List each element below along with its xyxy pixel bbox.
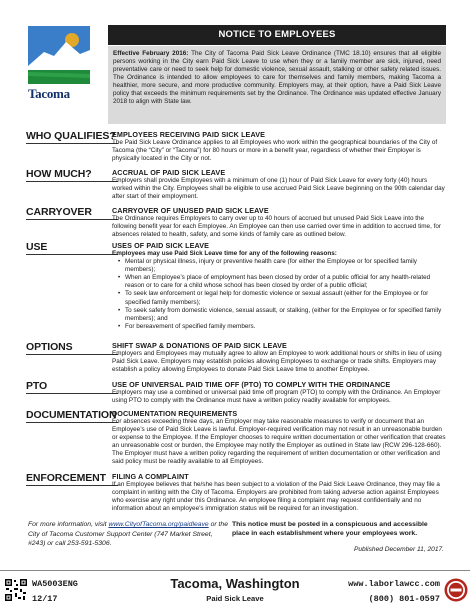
- section-divider: [26, 254, 118, 255]
- section-label: DOCUMENTATION: [26, 409, 117, 421]
- effective-text: The City of Tacoma Paid Sick Leave Ordinance (TMC 18.10) ensures that all eligible persons working in the City earn Paid Sick Leave to use when they or a family member are sick, injured, need preventative care or need to seek help for domestic violence, sexual assault, stalking or other safety related issues. The Ordinance is intended to allow employees to care for themselves and family members, making Tacoma a healthier, more secure, and more productive community. Employers may, at their option, have a Paid Sick Leave policy that exceeds the minimum requirements set by the Ordinance. The Ordinance was updated effective January 2018 to align with State law.: [113, 50, 441, 106]
- section-divider: [26, 354, 118, 355]
- section-label: ENFORCEMENT: [26, 472, 106, 484]
- jurisdiction-title: Tacoma, Washington: [170, 576, 300, 591]
- bottom-divider: [0, 570, 470, 571]
- section-label: PTO: [26, 380, 48, 392]
- form-code: WA5003ENG: [32, 579, 78, 589]
- section-title: FILING A COMPLAINT: [112, 472, 189, 481]
- effective-summary: [108, 46, 446, 124]
- list-item: • For bereavement of specified family members.: [118, 323, 448, 331]
- section-divider: [26, 143, 118, 144]
- section-title: SHIFT SWAP & DONATIONS OF PAID SICK LEAVE: [112, 341, 287, 350]
- section-text: The Paid Sick Leave Ordinance applies to all Employees who work within the geographical boundaries of the City of Tacoma (the “City” or “Tacoma”) for 80 hours or more in a benefit year, regardless of whether their Employer is physically located in the City or not.: [112, 139, 438, 163]
- list-item: • Mental or physical illness, injury or preventive health care (for either the Employee or for specified family members);: [118, 258, 448, 274]
- section-divider: [26, 485, 118, 486]
- paidleave-link[interactable]: www.CityofTacoma.org/paidleave: [108, 521, 209, 528]
- section-title: ACCRUAL OF PAID SICK LEAVE: [112, 168, 226, 177]
- section-title: USE OF UNIVERSAL PAID TIME OFF (PTO) TO COMPLY WITH THE ORDINANCE: [112, 380, 391, 389]
- mountain-logo-icon: [28, 26, 90, 84]
- llcc-seal-icon: [444, 578, 468, 602]
- section-title: EMPLOYEES RECEIVING PAID SICK LEAVE: [112, 130, 265, 139]
- phone-number: (800) 801-0597: [368, 594, 440, 604]
- list-item: • When an Employee’s place of employment has been closed by order of a public official for any health-related reason or to care for a child whose school has been closed by order of a public official;: [118, 274, 448, 290]
- more-info-note: For more information, visit www.CityofTacoma.org/paidleave or the City of Tacoma Customer Support Center (747 Market Street, #243) or call 253-591-5306.: [28, 521, 228, 548]
- section-text: If an Employee believes that he/she has been subject to a violation of the Paid Sick Leave Ordinance, they may file a complaint in writing with the City of Tacoma. Employers are prohibited from taking adverse action against Employees who exercise any right under this Ordinance. An employee filing a complaint may request confidentially and no information about an employee’s immigration status will be required for an investigation.: [112, 481, 440, 513]
- list-item: • To seek law enforcement or legal help for domestic violence or sexual assault (either for the Employee or for specified family members);: [118, 290, 448, 306]
- poster-subtitle: Paid Sick Leave: [206, 594, 264, 603]
- notice-title: NOTICE TO EMPLOYEES: [108, 25, 446, 45]
- section-title: CARRYOVER OF UNUSED PAID SICK LEAVE: [112, 206, 269, 215]
- posting-note: This notice must be posted in a conspicuous and accessible place in each establishment where your employees work.: [232, 521, 428, 538]
- section-text: Employers and Employees may mutually agree to allow an Employee to work additional hours or shifts in lieu of using Paid Sick Leave. Employers may establish policies allowing Employees to exchange or trade shifts. Employers may establish a policy allowing Employees to donate Paid Sick Leave time to another Employee.: [112, 350, 442, 374]
- section-title: DOCUMENTATION REQUIREMENTS: [112, 409, 238, 418]
- use-reasons-list: [118, 258, 448, 331]
- section-label: USE: [26, 241, 48, 253]
- section-label: OPTIONS: [26, 341, 73, 353]
- section-label: WHO QUALIFIES?: [26, 130, 116, 142]
- section-label: CARRYOVER: [26, 206, 92, 218]
- list-item: • To seek safety from domestic violence, sexual assault, or stalking, (either for the Employee or for specified family members); and: [118, 307, 448, 323]
- section-divider: [26, 181, 118, 182]
- section-text: For absences exceeding three days, an Employer may take reasonable measures to verify or document that an Employee’s use of Paid Sick Leave is lawful. Employer-required verification may not result in an unreasonable burden or expense to the Employee. If the Employer chooses to require written documentation or other verification that creates an unreasonable cost or burden, the Employee may notify the Employer as outlined in State law (RCW 296-128-660). The Employer must have a written policy regarding the requirement of written documentation or other verification and said policy must be readily available to all Employees.: [112, 418, 446, 466]
- section-title: USES OF PAID SICK LEAVE: [112, 241, 210, 250]
- website-link[interactable]: www.laborlawcc.com: [348, 579, 440, 589]
- section-divider: [26, 393, 118, 394]
- tacoma-logo: [28, 26, 90, 100]
- section-divider: [26, 422, 118, 423]
- section-text: Employers may use a combined or universal paid time off program (PTO) to comply with the Ordinance. An Employer using PTO to comply with the Ordinance must have a written policy readily available for employees.: [112, 389, 441, 405]
- section-label: HOW MUCH?: [26, 168, 92, 180]
- effective-lead: Effective February 2016:: [113, 50, 189, 57]
- use-lead: Employees may use Paid Sick Leave time for any of the following reasons:: [112, 250, 337, 257]
- logo-text: Tacoma: [28, 86, 70, 101]
- section-text: The Ordinance requires Employers to carry over up to 40 hours of accrued but unused Paid Sick Leave into the following benefit year for each Employee. An Employee can then use carried over time in addition to accrued time, for absences related to health, safety, and some kinds of family care as outlined below.: [112, 215, 441, 239]
- published-date: Published December 11, 2017.: [353, 546, 444, 553]
- section-divider: [26, 219, 118, 220]
- form-date-code: 12/17: [32, 594, 58, 604]
- section-text: Employers shall provide Employees with a minimum of one (1) hour of Paid Sick Leave for every forty (40) hours worked within the City. Employees shall be eligible to use accrued Paid Sick Leave beginning on the 90th calendar day after start of their employment.: [112, 177, 445, 201]
- qr-code-icon: [4, 578, 28, 602]
